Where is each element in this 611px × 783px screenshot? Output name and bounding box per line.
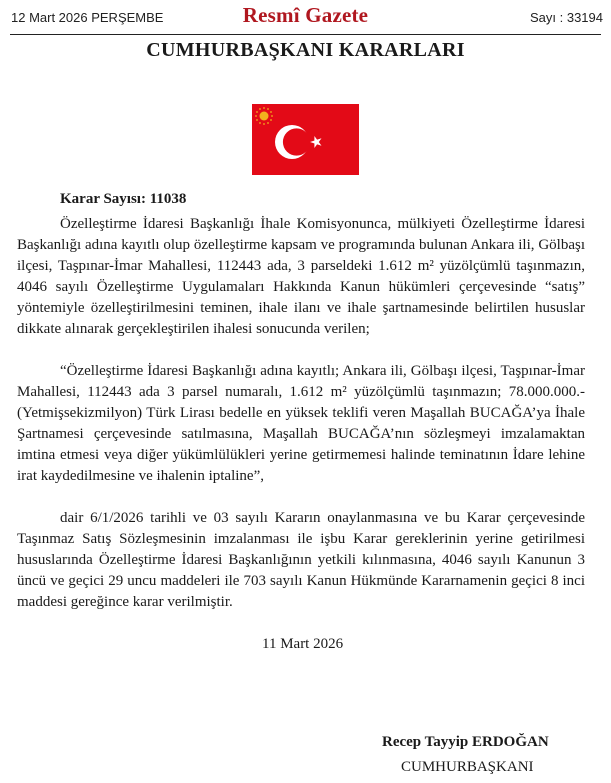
header-date: 12 Mart 2026 PERŞEMBE: [11, 10, 164, 25]
section-title: CUMHURBAŞKANI KARARLARI: [146, 39, 465, 61]
signer-title: CUMHURBAŞKANI: [401, 759, 534, 775]
issue-number: Sayı : 33194: [530, 10, 603, 25]
gazette-title: Resmî Gazete: [242, 3, 369, 27]
signer-name: Recep Tayyip ERDOĞAN: [382, 734, 549, 750]
decision-paragraph-1: Özelleştirme İdaresi Başkanlığı İhale Komisyonunca, mülkiyeti Özelleştirme İdaresi Başkanlığı adına kayıtlı olup özelleştirme kapsam ve programında bulunan Ankara ili, Gölbaşı ilçesi, Taşpınar-İmar Mahallesi, 112443 ada, 3 parseldeki 1.612 m² yüzölçümlü taşınmazın, 4046 sayılı Özelleştirme Uygulamaları Hakkında Kanun hükümleri çerçevesinde “satış” yöntemiyle özelleştirilmesini teminen, ihale ilanı ve ihale şartnamesinde belirtilen hususlar dikkate alınarak gerçekleştirilen ihalesi sonucunda verilen;: [17, 216, 585, 337]
decision-paragraph-2: “Özelleştirme İdaresi Başkanlığı adına kayıtlı; Ankara ili, Gölbaşı ilçesi, Taşpınar-İmar Mahallesi, 112443 ada 3 parsel numaralı, 1.612 m² yüzölçümlü taşınmazın; 78.000.000.- (Yetmişsekizmilyon) Türk Lirası bedelle en yüksek teklifi veren Maşallah BUCAĞA’ya İhale Şartnamesi çerçevesinde satılmasına, Maşallah BUCAĞA’nın sözleşmeyi imzalamaktan imtina etmesi veya diğer yükümlülükleri yerine getirmemesi halinde teminatının İdare lehine irat kaydedilmesine ve ihalenin iptaline”,: [17, 363, 585, 484]
header-divider: [10, 34, 601, 35]
presidential-flag-icon: [252, 104, 359, 175]
decision-date: 11 Mart 2026: [262, 636, 344, 652]
decision-number: Karar Sayısı: 11038: [60, 191, 187, 207]
decision-paragraph-3: dair 6/1/2026 tarihli ve 03 sayılı Kararın onaylanmasına ve bu Karar çerçevesinde Taşınmaz Satış Sözleşmesinin imzalanması ile işbu Karar gereklerinin yerine getirilmesi hususlarında Özelleştirme İdaresi Başkanlığının yetkili kılınmasına, 4046 sayılı Kanunun 3 üncü ve geçici 29 uncu maddeleri ile 703 sayılı Kanun Hükmünde Kararnamenin geçici 8 inci maddesi gereğince karar verilmiştir.: [17, 510, 585, 610]
